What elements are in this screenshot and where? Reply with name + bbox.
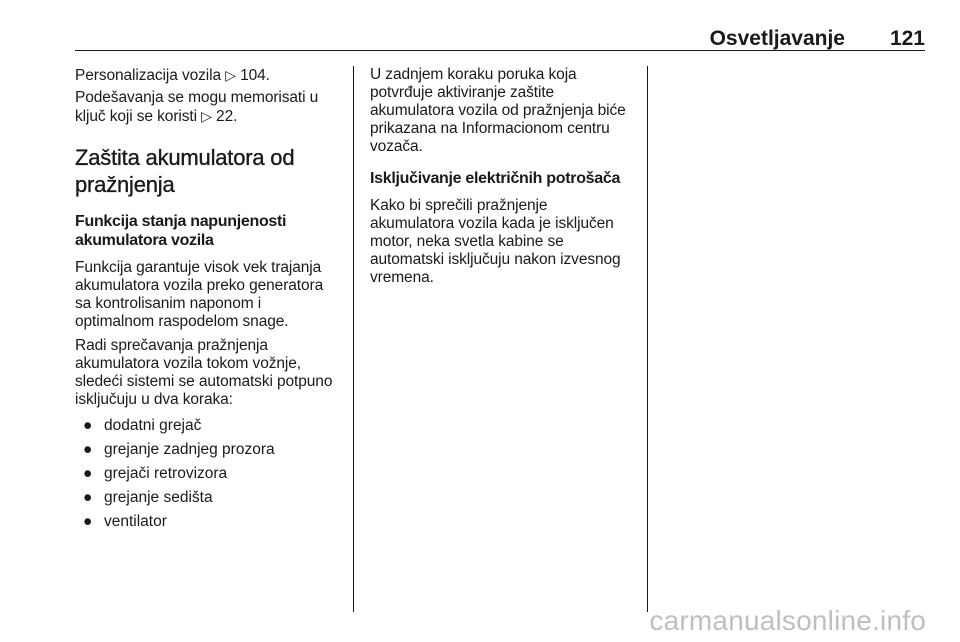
chapter-title: Osvetljavanje — [709, 27, 845, 50]
list-item: ● grejanje sedišta — [83, 489, 213, 506]
page-number: 121 — [889, 27, 925, 50]
list-item: ● ventilator — [83, 513, 167, 530]
bullet-icon: ● — [83, 441, 93, 458]
section-heading: Zaštita akumulatora od pražnjenja — [75, 145, 295, 197]
subsection-heading: Isključivanje električnih potrošača — [370, 170, 621, 187]
watermark: carmanualsonline.info — [649, 605, 926, 636]
cross-reference-paragraph: Personalizacija vozila ▷ 104. — [75, 67, 270, 84]
bullet-icon: ● — [83, 465, 93, 482]
body-paragraph: Funkcija garantuje visok vek trajanja akumulatora vozila preko generatora sa kontrolisanim naponom i optimalnom raspodelom snage. — [75, 259, 324, 330]
subsection-heading: Funkcija stanja napunjenosti akumulatora vozila — [75, 213, 287, 249]
column-divider — [647, 66, 648, 612]
body-paragraph: Radi sprečavanja pražnjenja akumulatora vozila tokom vožnje, sledeći sistemi se automatski potpuno isključuju u dva koraka: — [75, 337, 333, 408]
bullet-list — [75, 417, 337, 531]
body-paragraph: U zadnjem koraku poruka koja potvrđuje aktiviranje zaštite akumulatora vozila od pražnjenja biće prikazana na Informacionom centru vozača. — [370, 66, 626, 155]
arrow-right-icon: ▷ — [225, 67, 236, 83]
list-item: ● dodatni grejač — [83, 417, 202, 434]
column-divider — [353, 66, 354, 612]
memory-paragraph: Podešavanja se mogu memorisati u ključ koji se koristi ▷ 22. — [75, 89, 319, 125]
arrow-right-icon: ▷ — [201, 108, 212, 124]
header-divider — [75, 50, 925, 51]
bullet-icon: ● — [83, 417, 93, 434]
bullet-icon: ● — [83, 513, 93, 530]
list-item: ● grejači retrovizora — [83, 465, 228, 482]
page-reference-link[interactable]: 22. — [216, 108, 238, 125]
bullet-icon: ● — [83, 489, 93, 506]
body-paragraph: Kako bi sprečili pražnjenje akumulatora vozila kada je isključen motor, neka svetla kabine se automatski isključuju nakon izvesnog vremena. — [370, 197, 621, 286]
page-header — [75, 22, 925, 50]
page-reference-link[interactable]: 104. — [240, 67, 270, 84]
right-column — [370, 66, 634, 287]
left-column — [75, 66, 337, 537]
list-item: ● grejanje zadnjeg prozora — [83, 441, 275, 458]
